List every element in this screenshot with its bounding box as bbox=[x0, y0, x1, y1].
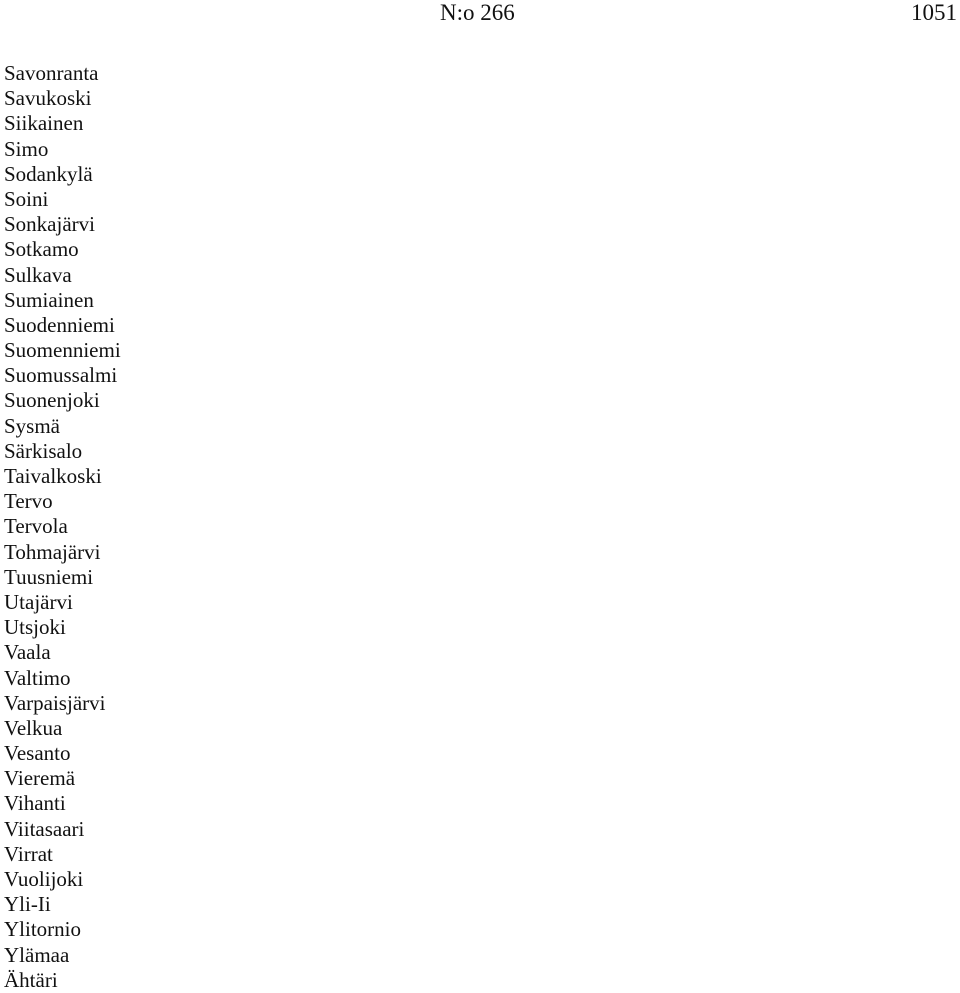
list-item: Vihanti bbox=[4, 791, 66, 816]
list-item: Viitasaari bbox=[4, 816, 85, 841]
list-item: Valtimo bbox=[4, 665, 71, 690]
list-item: Särkisalo bbox=[4, 438, 83, 463]
list-item: Suomussalmi bbox=[4, 363, 118, 388]
list-item: Tohmajärvi bbox=[4, 539, 101, 564]
list-item: Savukoski bbox=[4, 86, 92, 111]
list-item: Vieremä bbox=[4, 766, 76, 791]
list-item: Sodankylä bbox=[4, 161, 93, 186]
list-item: Ähtäri bbox=[4, 967, 58, 992]
list-item: Velkua bbox=[4, 715, 63, 740]
list-item: Siikainen bbox=[4, 111, 84, 136]
list-item: Sysmä bbox=[4, 413, 61, 438]
list-item: Ylitornio bbox=[4, 917, 81, 942]
list-item: Tuusniemi bbox=[4, 564, 94, 589]
document-number: N:o 266 bbox=[440, 0, 515, 25]
list-item: Simo bbox=[4, 136, 49, 161]
list-item: Tervo bbox=[4, 489, 53, 514]
list-item: Taivalkoski bbox=[4, 464, 102, 488]
list-item: Tervola bbox=[4, 514, 68, 539]
municipality-list bbox=[4, 61, 121, 993]
list-item: Sumiainen bbox=[4, 287, 94, 312]
list-item: Utajärvi bbox=[4, 589, 73, 614]
list-item: Vaala bbox=[4, 640, 51, 665]
list-item: Vesanto bbox=[4, 741, 71, 766]
list-item: Sonkajärvi bbox=[4, 212, 95, 237]
list-item: Savonranta bbox=[4, 61, 99, 85]
list-item: Utsjoki bbox=[4, 615, 66, 640]
list-item: Suomenniemi bbox=[4, 338, 121, 363]
list-item: Suodenniemi bbox=[4, 312, 115, 337]
page-header bbox=[0, 0, 960, 30]
list-item: Suonenjoki bbox=[4, 388, 100, 413]
list-item: Varpaisjärvi bbox=[4, 690, 106, 715]
list-item: Soini bbox=[4, 186, 49, 211]
list-item: Sotkamo bbox=[4, 237, 79, 262]
page-number: 1051 bbox=[911, 0, 957, 25]
list-item: Sulkava bbox=[4, 262, 72, 287]
list-item: Yli-Ii bbox=[4, 892, 51, 917]
list-item: Virrat bbox=[4, 841, 53, 866]
list-item: Vuolijoki bbox=[4, 867, 84, 891]
list-item: Ylämaa bbox=[4, 942, 70, 967]
